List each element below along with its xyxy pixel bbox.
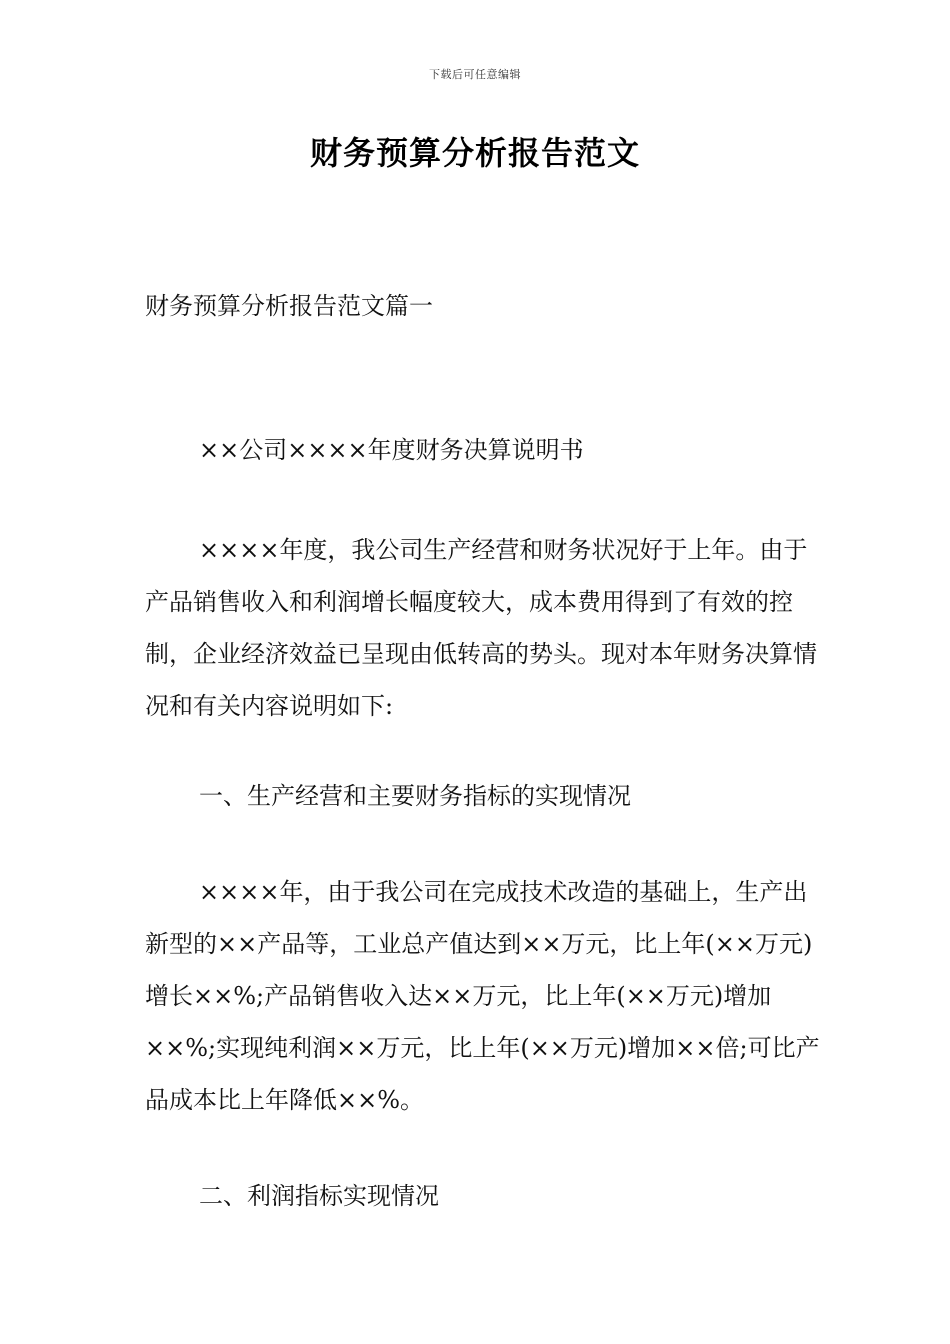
paragraph-production: ××××年，由于我公司在完成技术改造的基础上，生产出新型的××产品等，工业总产值达到××万元，比上年(××万元)增长××%;产品销售收入达××万元，比上年(××万元)增加××%;实现纯利润××万元，比上年(××万元)增加××倍;可比产品成本比上年降低××%。 (145, 878, 820, 1114)
section-heading: 财务预算分析报告范文篇一 (145, 292, 433, 320)
statement-title: ××公司××××年度财务决算说明书 (199, 436, 584, 464)
paragraph-intro: ××××年度，我公司生产经营和财务状况好于上年。由于产品销售收入和利润增长幅度较大，成本费用得到了有效的控制，企业经济效益已呈现由低转高的势头。现对本年财务决算情况和有关内容说明如下: (145, 536, 817, 720)
heading-production-indicators: 一、生产经营和主要财务指标的实现情况 (199, 782, 631, 810)
heading-profit-indicators: 二、利润指标实现情况 (199, 1182, 439, 1210)
document-title: 财务预算分析报告范文 (309, 134, 640, 172)
header-note: 下载后可任意编辑 (429, 68, 521, 81)
